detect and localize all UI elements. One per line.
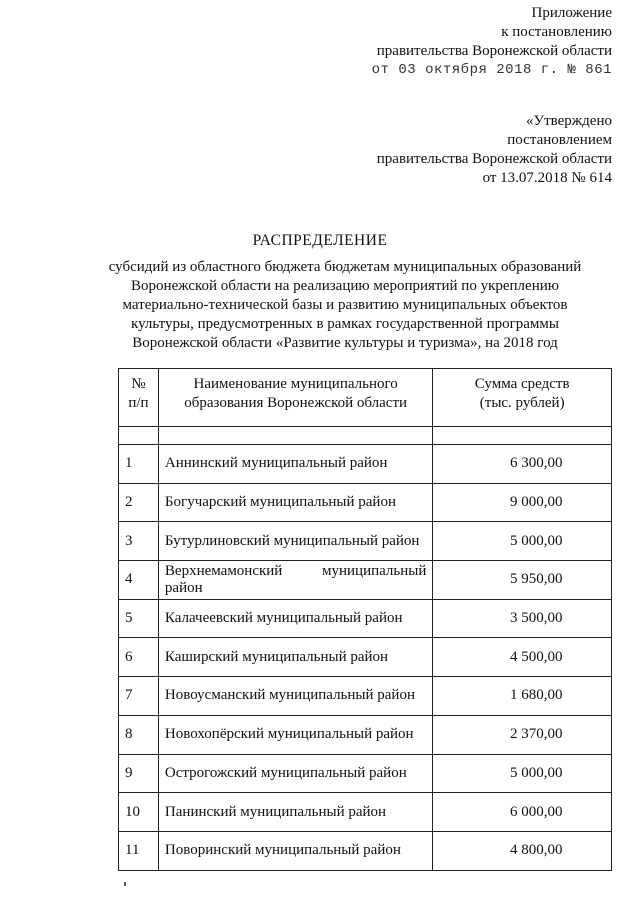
table-row bbox=[119, 754, 612, 793]
subtitle-line: материально-технической базы и развитию муниципальных объектов bbox=[122, 297, 568, 313]
subtitle-line: субсидий из областного бюджета бюджетам муниципальных образований bbox=[108, 259, 582, 275]
header-name-line1: Наименование муниципального bbox=[193, 376, 398, 392]
row-name: Острогожский муниципальный район bbox=[158, 754, 432, 793]
row-name: Новоусманский муниципальный район bbox=[158, 677, 432, 716]
table-header-row bbox=[119, 369, 612, 427]
header-num-line1: № bbox=[131, 376, 146, 392]
table-row bbox=[119, 831, 612, 870]
spacer-cell bbox=[119, 427, 159, 445]
table-row bbox=[119, 561, 612, 600]
table-row bbox=[119, 715, 612, 754]
table-row bbox=[119, 599, 612, 638]
approval-header bbox=[377, 112, 612, 188]
row-num: 4 bbox=[119, 561, 159, 600]
row-name: Поворинский муниципальный район bbox=[158, 831, 432, 870]
row-name: Верхнемамонский муниципальный район bbox=[158, 561, 432, 600]
row-name: Каширский муниципальный район bbox=[158, 638, 432, 677]
appendix-date-stamp: от 03 октября 2018 г. № 861 bbox=[371, 62, 612, 78]
row-num: 9 bbox=[119, 754, 159, 793]
spacer-cell bbox=[433, 427, 612, 445]
row-sum: 2 370,00 bbox=[433, 715, 612, 754]
row-sum: 5 950,00 bbox=[433, 561, 612, 600]
header-sum-line1: Сумма средств bbox=[474, 376, 570, 392]
approval-ref-line: постановлением bbox=[507, 132, 612, 148]
row-num: 2 bbox=[119, 483, 159, 522]
appendix-label: Приложение bbox=[531, 5, 612, 21]
table-row bbox=[119, 638, 612, 677]
row-name: Новохопёрский муниципальный район bbox=[158, 715, 432, 754]
appendix-authority: правительства Воронежской области bbox=[376, 43, 612, 59]
table-row bbox=[119, 677, 612, 716]
row-name: Калачеевский муниципальный район bbox=[158, 599, 432, 638]
row-name: Панинский муниципальный район bbox=[158, 793, 432, 832]
row-sum: 6 000,00 bbox=[433, 793, 612, 832]
subtitle-line: культуры, предусмотренных в рамках государственной программы bbox=[131, 316, 559, 332]
approval-date: от 13.07.2018 № 614 bbox=[482, 170, 612, 186]
row-sum: 5 000,00 bbox=[433, 522, 612, 561]
header-name bbox=[158, 369, 432, 427]
row-num: 5 bbox=[119, 599, 159, 638]
table-row bbox=[119, 793, 612, 832]
row-sum: 1 680,00 bbox=[433, 677, 612, 716]
appendix-ref-line: к постановлению bbox=[501, 24, 612, 40]
header-sum bbox=[433, 369, 612, 427]
header-num bbox=[119, 369, 159, 427]
distribution-table bbox=[118, 368, 612, 871]
row-num: 11 bbox=[119, 831, 159, 870]
appendix-header bbox=[372, 4, 612, 80]
approval-label: «Утверждено bbox=[525, 113, 612, 129]
row-num: 1 bbox=[119, 445, 159, 484]
table-row bbox=[119, 522, 612, 561]
row-num: 10 bbox=[119, 793, 159, 832]
row-sum: 9 000,00 bbox=[433, 483, 612, 522]
spacer-cell bbox=[158, 427, 432, 445]
header-num-line2: п/п bbox=[128, 395, 149, 411]
row-sum: 5 000,00 bbox=[433, 754, 612, 793]
row-num: 8 bbox=[119, 715, 159, 754]
row-sum: 4 500,00 bbox=[433, 638, 612, 677]
row-name: Богучарский муниципальный район bbox=[158, 483, 432, 522]
subtitle-line: Воронежской области «Развитие культуры и туризма», на 2018 год bbox=[132, 335, 558, 351]
header-name-line2: образования Воронежской области bbox=[184, 395, 408, 411]
scan-speck bbox=[124, 882, 126, 886]
subtitle-line: Воронежской области на реализацию мероприятий по укреплению bbox=[131, 278, 559, 294]
row-sum: 4 800,00 bbox=[433, 831, 612, 870]
row-sum: 6 300,00 bbox=[433, 445, 612, 484]
approval-authority: правительства Воронежской области bbox=[376, 151, 612, 167]
row-num: 7 bbox=[119, 677, 159, 716]
table-row bbox=[119, 483, 612, 522]
header-spacer-row bbox=[119, 427, 612, 445]
row-num: 6 bbox=[119, 638, 159, 677]
row-sum: 3 500,00 bbox=[433, 599, 612, 638]
row-name: Бутурлиновский муниципальный район bbox=[158, 522, 432, 561]
document-subtitle bbox=[80, 258, 610, 353]
table-row bbox=[119, 445, 612, 484]
row-num: 3 bbox=[119, 522, 159, 561]
document-title: РАСПРЕДЕЛЕНИЕ bbox=[252, 232, 388, 249]
header-sum-line2: (тыс. рублей) bbox=[479, 395, 565, 411]
row-name: Аннинский муниципальный район bbox=[158, 445, 432, 484]
